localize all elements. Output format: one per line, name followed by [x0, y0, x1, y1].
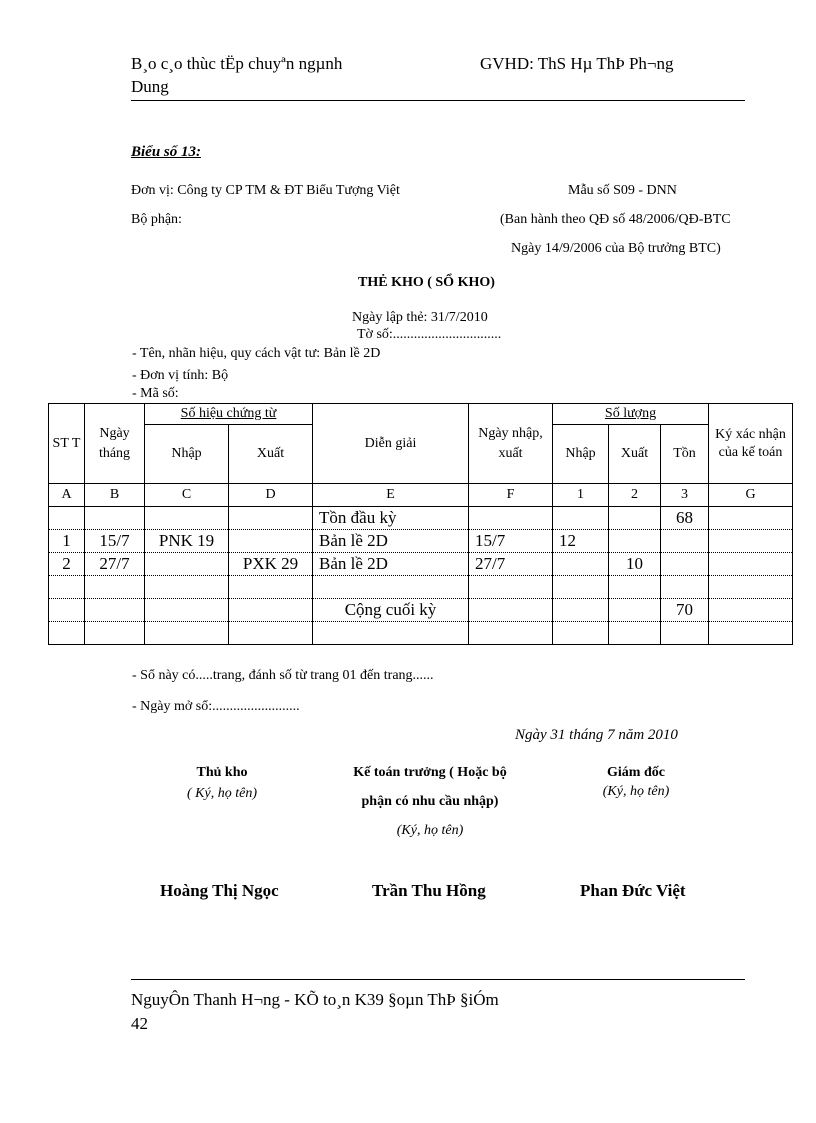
letter-cell: A	[49, 484, 85, 507]
cell-confirm	[709, 507, 793, 530]
cell-qbal	[661, 622, 709, 645]
cell-qbal	[661, 576, 709, 599]
accountant-title: Kế toán trưởng ( Hoặc bộ	[353, 765, 507, 780]
cell-qin	[553, 553, 609, 576]
letter-cell: B	[85, 484, 145, 507]
cell-qout	[609, 622, 661, 645]
header-left-title: B¸o c¸o thùc tËp chuyªn ngµnh	[131, 54, 343, 73]
letter-cell: 2	[609, 484, 661, 507]
cell-date	[85, 622, 145, 645]
cell-in-no	[145, 622, 229, 645]
cell-date: 15/7	[85, 530, 145, 553]
cell-confirm	[709, 599, 793, 622]
cell-desc	[313, 622, 469, 645]
cell-qin	[553, 507, 609, 530]
table-row	[49, 553, 793, 576]
col-qty-out: Xuất	[609, 425, 661, 484]
cell-qbal	[661, 553, 709, 576]
cell-desc	[313, 576, 469, 599]
cell-qout: 10	[609, 553, 661, 576]
col-qty	[553, 404, 709, 425]
letter-cell: 3	[661, 484, 709, 507]
header-left-name: Dung	[131, 77, 169, 96]
cell-io-date	[469, 576, 553, 599]
cell-qout	[609, 530, 661, 553]
letter-cell: 1	[553, 484, 609, 507]
cell-date: 27/7	[85, 553, 145, 576]
col-confirm: Ký xác nhận của kế toán	[709, 404, 793, 484]
storekeeper-hint: ( Ký, họ tên)	[187, 786, 257, 801]
cell-io-date	[469, 599, 553, 622]
letter-cell: F	[469, 484, 553, 507]
table-row	[49, 507, 793, 530]
header-right-advisor: GVHD: ThS Hµ ThÞ Ph¬ng	[480, 54, 674, 73]
form-number: Mẫu số S09 - DNN	[568, 183, 677, 198]
stock-card-table	[48, 403, 793, 645]
cell-out-no	[229, 530, 313, 553]
cell-stt	[49, 576, 85, 599]
item-name: - Tên, nhãn hiệu, quy cách vật tư: Bản lề 2D	[132, 346, 381, 361]
cell-qbal	[661, 530, 709, 553]
cell-out-no: PXK 29	[229, 553, 313, 576]
doc-title: THẺ KHO ( SỔ KHO)	[358, 275, 495, 290]
director-title: Giám đốc	[607, 765, 665, 780]
cell-date	[85, 576, 145, 599]
cell-io-date	[469, 622, 553, 645]
cell-date	[85, 507, 145, 530]
cell-desc: Cộng cuối kỳ	[313, 599, 469, 622]
form-label: Biểu số 13:	[131, 144, 202, 160]
cell-qbal: 70	[661, 599, 709, 622]
letter-cell: E	[313, 484, 469, 507]
cell-qout	[609, 576, 661, 599]
cell-in-no	[145, 599, 229, 622]
table-row	[49, 576, 793, 599]
cell-qin: 12	[553, 530, 609, 553]
col-io-date: Ngày nhập, xuất	[469, 404, 553, 484]
cell-io-date: 15/7	[469, 530, 553, 553]
table-row	[49, 599, 793, 622]
cell-out-no	[229, 599, 313, 622]
director-hint: (Ký, họ tên)	[602, 784, 670, 799]
letter-row	[49, 484, 793, 507]
footer-rule	[131, 979, 745, 980]
director-name: Phan Đức Việt	[580, 881, 686, 900]
col-qty-label: Số lượng	[604, 406, 657, 421]
cell-in-no	[145, 553, 229, 576]
cell-date	[85, 599, 145, 622]
cell-stt: 1	[49, 530, 85, 553]
cell-stt	[49, 507, 85, 530]
cell-io-date	[469, 507, 553, 530]
col-qty-balance: Tồn	[661, 425, 709, 484]
sheet-number: Tờ số:...............................	[357, 327, 502, 342]
col-voucher-label: Số hiệu chứng từ	[180, 406, 277, 421]
cell-confirm	[709, 530, 793, 553]
col-voucher	[145, 404, 313, 425]
cell-stt	[49, 622, 85, 645]
unit-line: Đơn vị: Công ty CP TM & ĐT Biểu Tượng Việt	[131, 183, 400, 198]
cell-in-no	[145, 576, 229, 599]
cell-qout	[609, 507, 661, 530]
issued-date: Ngày 14/9/2006 của Bộ trưởng BTC)	[511, 241, 721, 256]
cell-confirm	[709, 622, 793, 645]
signature-date: Ngày 31 tháng 7 năm 2010	[515, 727, 678, 743]
created-date: Ngày lập thẻ: 31/7/2010	[352, 310, 488, 325]
col-qty-in: Nhập	[553, 425, 609, 484]
issued-by: (Ban hành theo QĐ số 48/2006/QĐ-BTC	[500, 212, 731, 227]
footer-author: NguyÔn Thanh H¬ng - KÕ to¸n K39 §oµn ThÞ §iÓm	[131, 990, 499, 1009]
accountant-name: Trần Thu Hồng	[372, 881, 486, 900]
col-desc: Diễn giải	[313, 404, 469, 484]
note-open-date: - Ngày mở sổ:.........................	[132, 699, 300, 714]
cell-desc: Tồn đầu kỳ	[313, 507, 469, 530]
unit-measure: - Đơn vị tính: Bộ	[132, 368, 229, 383]
cell-desc: Bản lề 2D	[313, 553, 469, 576]
cell-qin	[553, 576, 609, 599]
cell-stt	[49, 599, 85, 622]
header-rule	[131, 100, 745, 101]
cell-confirm	[709, 553, 793, 576]
cell-desc: Bản lề 2D	[313, 530, 469, 553]
dept-line: Bộ phận:	[131, 212, 182, 227]
col-voucher-in: Nhập	[145, 425, 229, 484]
cell-out-no	[229, 622, 313, 645]
col-stt: ST T	[49, 404, 85, 484]
cell-stt: 2	[49, 553, 85, 576]
cell-in-no	[145, 507, 229, 530]
footer-page-number: 42	[131, 1014, 148, 1033]
letter-cell: G	[709, 484, 793, 507]
accountant-title-cont: phận có nhu cầu nhập)	[361, 794, 499, 809]
letter-cell: D	[229, 484, 313, 507]
accountant-hint: (Ký, họ tên)	[396, 823, 464, 838]
col-voucher-out: Xuất	[229, 425, 313, 484]
cell-qin	[553, 599, 609, 622]
letter-cell: C	[145, 484, 229, 507]
cell-qbal: 68	[661, 507, 709, 530]
cell-out-no	[229, 507, 313, 530]
item-code: - Mã số:	[132, 386, 179, 401]
cell-out-no	[229, 576, 313, 599]
cell-io-date: 27/7	[469, 553, 553, 576]
cell-confirm	[709, 576, 793, 599]
note-pages: - Sổ này có.....trang, đánh số từ trang 01 đến trang......	[132, 668, 434, 683]
cell-qin	[553, 622, 609, 645]
cell-qout	[609, 599, 661, 622]
storekeeper-name: Hoàng Thị Ngọc	[160, 881, 279, 900]
cell-in-no: PNK 19	[145, 530, 229, 553]
storekeeper-title: Thủ kho	[196, 765, 248, 780]
table-row	[49, 622, 793, 645]
table-row	[49, 530, 793, 553]
col-date: Ngày tháng	[85, 404, 145, 484]
